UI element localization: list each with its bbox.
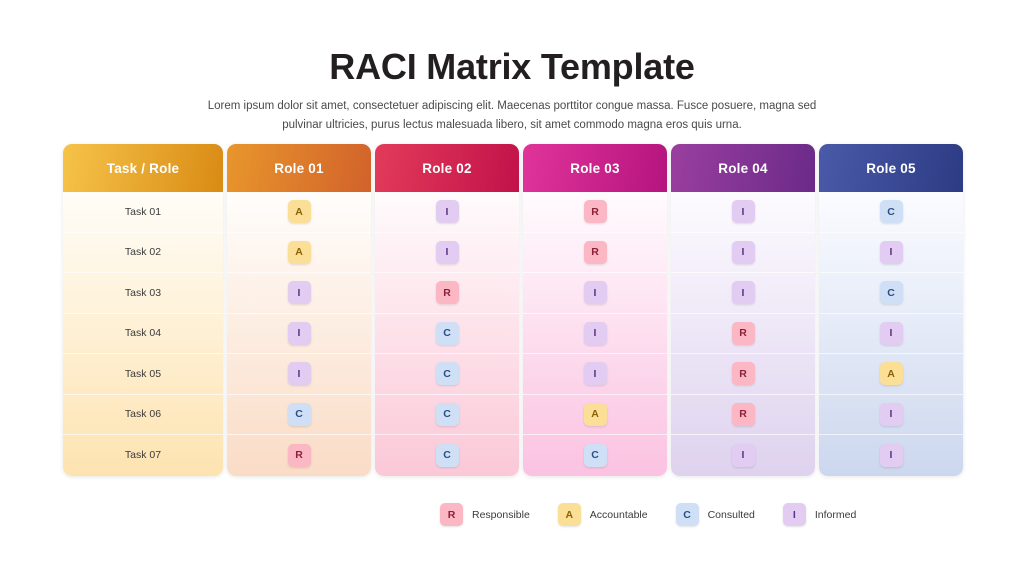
assignment-cell[interactable] bbox=[819, 192, 963, 233]
matrix-column-role-3 bbox=[523, 144, 667, 476]
task-label-cell: Task 01 bbox=[63, 192, 223, 233]
raci-tag-c: C bbox=[880, 200, 903, 223]
matrix-column-role-1 bbox=[227, 144, 371, 476]
column-header[interactable]: Role 03 bbox=[523, 144, 667, 192]
raci-tag-i: I bbox=[584, 362, 607, 385]
assignment-cell[interactable] bbox=[671, 314, 815, 355]
raci-tag-r: R bbox=[732, 362, 755, 385]
assignment-cell[interactable] bbox=[227, 192, 371, 233]
column-header[interactable]: Role 01 bbox=[227, 144, 371, 192]
assignment-cell[interactable] bbox=[819, 233, 963, 274]
assignment-cell[interactable] bbox=[375, 435, 519, 476]
raci-tag-i: I bbox=[880, 241, 903, 264]
legend-label: Responsible bbox=[472, 508, 530, 521]
assignment-cell[interactable] bbox=[671, 192, 815, 233]
legend-label: Accountable bbox=[589, 508, 648, 521]
task-label-cell: Task 07 bbox=[124, 449, 162, 462]
matrix-column-tasks bbox=[63, 144, 223, 476]
assignment-cell[interactable] bbox=[227, 354, 371, 395]
assignment-cell[interactable] bbox=[671, 354, 815, 395]
legend-label: Consulted bbox=[707, 508, 755, 521]
raci-tag-r: R bbox=[584, 200, 607, 223]
assignment-cell[interactable] bbox=[375, 354, 519, 395]
raci-tag-i: I bbox=[288, 362, 311, 385]
matrix-column-role-4 bbox=[671, 144, 815, 476]
task-label-cell: Task 02 bbox=[63, 233, 223, 274]
raci-tag-r: R bbox=[288, 444, 311, 467]
column-body bbox=[671, 192, 815, 476]
assignment-cell[interactable] bbox=[523, 314, 667, 355]
column-body bbox=[523, 192, 667, 476]
raci-tag-i: I bbox=[732, 281, 755, 304]
legend-item bbox=[783, 503, 856, 526]
assignment-cell[interactable] bbox=[227, 233, 371, 274]
raci-tag-c: C bbox=[436, 403, 459, 426]
raci-tag-i: I bbox=[732, 241, 755, 264]
assignment-cell[interactable] bbox=[375, 192, 519, 233]
assignment-cell[interactable] bbox=[375, 273, 519, 314]
raci-tag-c: C bbox=[880, 281, 903, 304]
assignment-cell[interactable] bbox=[375, 314, 519, 355]
raci-tag-i: I bbox=[436, 241, 459, 264]
raci-tag-r: R bbox=[436, 281, 459, 304]
raci-tag-i: I bbox=[732, 444, 755, 467]
legend-tag-c: C bbox=[676, 503, 699, 526]
assignment-cell[interactable] bbox=[671, 395, 815, 436]
raci-tag-r: R bbox=[732, 403, 755, 426]
column-body bbox=[63, 192, 223, 476]
raci-tag-i: I bbox=[732, 200, 755, 223]
page-subtitle: Lorem ipsum dolor sit amet, consectetuer adipiscing elit. Maecenas porttitor congue massa. Fusce posuere, magna sed pulvinar ultricies, purus lectus malesuada libero, sit amet commodo magna eros quis urna. bbox=[207, 100, 817, 131]
raci-tag-c: C bbox=[584, 444, 607, 467]
assignment-cell[interactable] bbox=[375, 233, 519, 274]
page-title: RACI Matrix Template bbox=[329, 46, 695, 87]
column-header[interactable]: Role 04 bbox=[671, 144, 815, 192]
legend-tag-a: A bbox=[558, 503, 581, 526]
task-label-cell: Task 03 bbox=[63, 273, 223, 314]
raci-tag-i: I bbox=[584, 322, 607, 345]
assignment-cell[interactable] bbox=[819, 354, 963, 395]
matrix-column-role-2 bbox=[375, 144, 519, 476]
assignment-cell[interactable] bbox=[671, 273, 815, 314]
task-label-cell: Task 05 bbox=[63, 354, 223, 395]
task-label-cell: Task 04 bbox=[63, 314, 223, 355]
assignment-cell[interactable] bbox=[227, 314, 371, 355]
assignment-cell[interactable] bbox=[819, 314, 963, 355]
raci-tag-i: I bbox=[880, 322, 903, 345]
raci-tag-c: C bbox=[436, 444, 459, 467]
assignment-cell[interactable] bbox=[819, 273, 963, 314]
assignment-cell[interactable] bbox=[523, 233, 667, 274]
legend-item bbox=[558, 503, 648, 526]
raci-tag-i: I bbox=[288, 322, 311, 345]
raci-tag-a: A bbox=[288, 200, 311, 223]
raci-tag-i: I bbox=[288, 281, 311, 304]
raci-tag-a: A bbox=[584, 403, 607, 426]
raci-tag-a: A bbox=[880, 362, 903, 385]
assignment-cell[interactable] bbox=[227, 273, 371, 314]
raci-matrix bbox=[63, 144, 962, 476]
column-body bbox=[819, 192, 963, 476]
raci-tag-i: I bbox=[584, 281, 607, 304]
column-header[interactable]: Task / Role bbox=[63, 144, 223, 192]
legend-label: Informed bbox=[814, 508, 857, 521]
assignment-cell[interactable] bbox=[227, 395, 371, 436]
raci-tag-a: A bbox=[288, 241, 311, 264]
legend bbox=[440, 503, 856, 526]
assignment-cell[interactable] bbox=[523, 435, 667, 476]
raci-tag-c: C bbox=[436, 362, 459, 385]
legend-item bbox=[676, 503, 755, 526]
assignment-cell[interactable] bbox=[523, 395, 667, 436]
assignment-cell[interactable] bbox=[523, 273, 667, 314]
assignment-cell[interactable] bbox=[819, 435, 963, 476]
legend-tag-i: I bbox=[783, 503, 806, 526]
raci-tag-r: R bbox=[584, 241, 607, 264]
raci-tag-c: C bbox=[288, 403, 311, 426]
column-body bbox=[227, 192, 371, 476]
assignment-cell[interactable] bbox=[523, 354, 667, 395]
task-label-cell: Task 06 bbox=[63, 395, 223, 436]
assignment-cell[interactable] bbox=[227, 435, 371, 476]
raci-tag-i: I bbox=[880, 444, 903, 467]
legend-tag-r: R bbox=[440, 503, 463, 526]
assignment-cell[interactable] bbox=[671, 435, 815, 476]
raci-tag-c: C bbox=[436, 322, 459, 345]
matrix-column-role-5 bbox=[819, 144, 963, 476]
assignment-cell[interactable] bbox=[671, 233, 815, 274]
raci-tag-i: I bbox=[436, 200, 459, 223]
column-body bbox=[375, 192, 519, 476]
assignment-cell[interactable] bbox=[819, 395, 963, 436]
column-header[interactable]: Role 05 bbox=[819, 144, 963, 192]
column-header[interactable]: Role 02 bbox=[375, 144, 519, 192]
raci-tag-i: I bbox=[880, 403, 903, 426]
assignment-cell[interactable] bbox=[523, 192, 667, 233]
assignment-cell[interactable] bbox=[375, 395, 519, 436]
raci-tag-r: R bbox=[732, 322, 755, 345]
legend-item bbox=[440, 503, 530, 526]
